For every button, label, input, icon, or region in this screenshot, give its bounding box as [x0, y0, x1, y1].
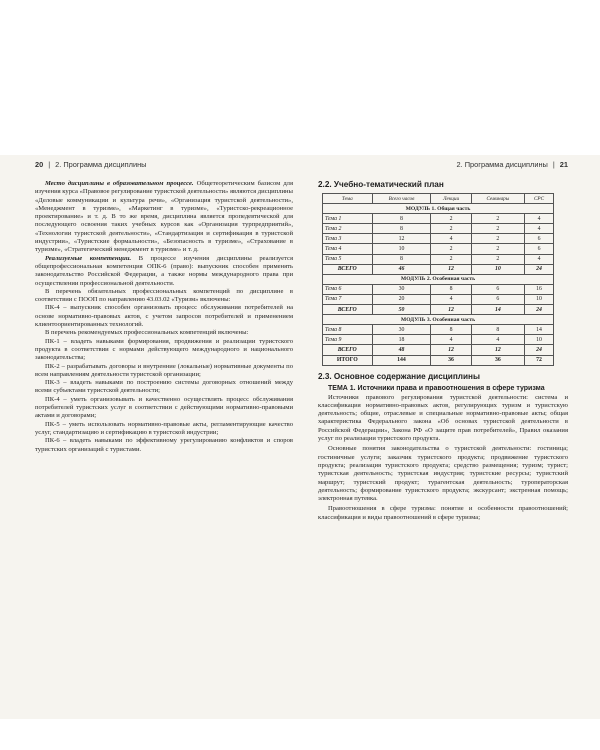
table-cell: Тема 3 [323, 234, 373, 244]
table-cell: Тема 8 [323, 325, 373, 335]
paragraph [35, 396, 293, 421]
paragraph-text: ПК-6 – владеть навыками по эффективному урегулированию конфликтов и споров туристских организаций с туристами. [35, 437, 293, 453]
paragraph [35, 338, 293, 363]
table-cell: 10 [525, 294, 554, 304]
table-row [323, 325, 554, 335]
paragraph-text: Общетеоретическим базисом для изучения курса «Правовое регулирование туристской деятельности» являются дисциплины «Деловые коммуникации и культура речи», «Организация туристской деятельности», «Менеджмент в туризме», «Маркетинг в туризме», «Туристско-рекреационное проектирование» и т. д. В то же время, дисциплина является пропедевтической для последующего освоения таких учебных курсов как «Организация турпредприятий», «Технологии туристской деятельности», «Стандартизация и сертификация в туристской индустрии», «Туристские формальности», «Безопасность в туризме», «Страхование в туризме», «Стратегический менеджмент в туризме» и т. д. [35, 180, 293, 254]
table-cell: ИТОГО [323, 355, 373, 365]
table-row [323, 224, 554, 234]
table-cell: 4 [431, 335, 471, 345]
table-row [323, 345, 554, 355]
table-cell: 144 [372, 355, 431, 365]
table-cell: 12 [431, 264, 471, 274]
table-cell: 12 [431, 305, 471, 315]
table-cell: 6 [525, 234, 554, 244]
table-cell: 6 [471, 294, 524, 304]
table-cell: 2 [471, 234, 524, 244]
table-cell: 8 [372, 254, 431, 264]
table-cell: 72 [525, 355, 554, 365]
table-cell: 4 [431, 234, 471, 244]
paragraph-text: ПК-2 – разрабатывать договоры и внутренние (локальные) нормативные документы по всем направлениям деятельности туристской организации; [35, 362, 293, 378]
paragraph-text: В процессе изучения дисциплины реализуется общепрофессиональная компетенция ОПК-6 (право): выпускник способен применять законодательство Российской Федерации, а также нормы международного права при осуществлении профессиональной деятельности. [35, 254, 293, 287]
table-cell: Тема 6 [323, 284, 373, 294]
paragraph: Источники правового регулирования туристской деятельности: система и классификация нормативно-правовых актов, регулирующих туризм и туристскую деятельность; общие, отраслевые и специальные нормативно-правовые акты; общая характеристика Федерального закона «Об основах туристской деятельности в Российской Федерации», Закона РФ «О защите прав потребителей», Правил оказания услуг по реализации туристского продукта. [318, 393, 568, 443]
table-cell: ВСЕГО [323, 345, 373, 355]
table-cell: 36 [471, 355, 524, 365]
table-cell: 6 [471, 284, 524, 294]
section-2-3-title: 2.3. Основное содержание дисциплины [318, 371, 480, 381]
paragraph [35, 288, 293, 305]
table-cell: 8 [372, 224, 431, 234]
table-cell: 14 [525, 325, 554, 335]
table-cell: 10 [372, 244, 431, 254]
table-cell: 20 [372, 294, 431, 304]
table-cell: 14 [471, 305, 524, 315]
table-cell: 2 [431, 254, 471, 264]
table-header-cell: Лекции [431, 194, 471, 204]
table-cell: 48 [372, 345, 431, 355]
table-cell: 6 [525, 244, 554, 254]
table-module-row [323, 315, 554, 325]
table-header-cell: Тема [323, 194, 373, 204]
paragraph-lead: Реализуемые компетенции. [45, 254, 132, 262]
table-cell: 4 [471, 335, 524, 345]
table-cell: 10 [471, 264, 524, 274]
table-cell: 8 [431, 284, 471, 294]
paragraph-text: ПК-4 – выпускник способен организовать процесс обслуживания потребителей на основе нормативно-правовых актов, с учетом запросов потребителей и применением клиентоориентированных технологий. [35, 304, 293, 329]
paragraph [35, 329, 293, 337]
table-cell: 10 [525, 335, 554, 345]
table-module-row [323, 204, 554, 214]
table-row [323, 254, 554, 264]
study-plan-table [322, 193, 554, 366]
paragraph [35, 180, 293, 255]
table-row [323, 294, 554, 304]
paragraph-text: В перечень рекомендуемых профессиональных компетенций включены: [45, 329, 249, 337]
table-cell: Тема 5 [323, 254, 373, 264]
table-cell: 2 [431, 214, 471, 224]
table-cell: 30 [372, 325, 431, 335]
table-cell: 2 [431, 224, 471, 234]
table-cell: 8 [471, 325, 524, 335]
table-cell: 18 [372, 335, 431, 345]
paragraph-text: ПК-5 – уметь использовать нормативно-правовые акты, регламентирующие качество услуг, стандартизацию и сертификацию в туристской индустрии; [35, 420, 293, 436]
paragraph: Правоотношения в сфере туризма: понятие и особенности правоотношений; классификация и виды правоотношений в сфере туризма; [318, 505, 568, 521]
table-header-cell: Всего часов [372, 194, 431, 204]
table-cell: 2 [471, 224, 524, 234]
table-cell: 46 [372, 264, 431, 274]
table-row [323, 355, 554, 365]
table-cell: 4 [525, 254, 554, 264]
module-label: МОДУЛЬ 3. Особенная часть [323, 315, 554, 325]
paragraph [35, 379, 293, 396]
paragraph [35, 255, 293, 288]
table-cell: 2 [471, 254, 524, 264]
paragraph [35, 421, 293, 438]
table-cell: Тема 1 [323, 214, 373, 224]
table-cell: 16 [525, 284, 554, 294]
paragraph-lead: Место дисциплины в образовательном процессе. [45, 180, 194, 187]
paragraph [35, 363, 293, 380]
topic-1-title: ТЕМА 1. Источники права и правоотношения в сфере туризма [328, 384, 545, 392]
table-cell: 8 [431, 325, 471, 335]
table-cell: 24 [525, 264, 554, 274]
table-row [323, 214, 554, 224]
table-header-cell: СРС [525, 194, 554, 204]
table-cell: Тема 9 [323, 335, 373, 345]
table-cell: 12 [372, 234, 431, 244]
table-cell: Тема 7 [323, 294, 373, 304]
table-cell: 8 [372, 214, 431, 224]
section-2-2-title: 2.2. Учебно-тематический план [318, 180, 444, 189]
module-label: МОДУЛЬ 1. Общая часть [323, 204, 554, 214]
table-cell: 2 [431, 244, 471, 254]
table-cell: 36 [431, 355, 471, 365]
table-row [323, 305, 554, 315]
table-row [323, 335, 554, 345]
table-cell: ВСЕГО [323, 264, 373, 274]
left-page-text [35, 180, 293, 454]
paragraph [35, 437, 293, 454]
table-cell: 4 [525, 224, 554, 234]
table-cell: Тема 2 [323, 224, 373, 234]
running-head-right: 2. Программа дисциплины | 21 [456, 160, 568, 169]
topic-1-text [318, 394, 568, 522]
table-cell: Тема 4 [323, 244, 373, 254]
table-row [323, 244, 554, 254]
table-cell: 30 [372, 284, 431, 294]
table-module-row [323, 274, 554, 284]
running-head-left: 20 | 2. Программа дисциплины [35, 160, 147, 169]
table-cell: ВСЕГО [323, 305, 373, 315]
right-page-text [318, 180, 568, 522]
table-row [323, 264, 554, 274]
table-cell: 4 [525, 214, 554, 224]
paragraph-text: ПК-3 – владеть навыками по построению системы договорных отношений между всеми субъектами туристской деятельности; [35, 379, 293, 395]
module-label: МОДУЛЬ 2. Особенная часть [323, 274, 554, 284]
table-cell: 12 [471, 345, 524, 355]
paragraph-text: ПК-4 – уметь организовывать и качественно осуществлять процесс обслуживания потребителей туристских услуг в соответствии с действующими нормативно-правовыми актами и договорами; [35, 395, 293, 420]
table-row [323, 234, 554, 244]
table-cell: 2 [471, 214, 524, 224]
table-cell: 2 [471, 244, 524, 254]
table-cell: 50 [372, 305, 431, 315]
paragraph: Основные понятия законодательства о туристской деятельности: гостиница; гостиничные услуги; заказчик туристского продукта; продвижение туристского продукта; реализация туристского продукта; средство размещения; туризм; турист; туристская деятельность; туристская индустрия; туристские ресурсы; туристский маршрут; туристский продукт; турагентская деятельность; туроператорская деятельность; формирование туристского продукта; экскурсант; экстренная помощь; электронная путевка. [318, 445, 568, 503]
table-cell: 4 [431, 294, 471, 304]
table-cell: 12 [431, 345, 471, 355]
table-cell: 24 [525, 305, 554, 315]
table-cell: 24 [525, 345, 554, 355]
table-header-cell: Семинары [471, 194, 524, 204]
paragraph [35, 304, 293, 329]
table-row [323, 284, 554, 294]
paragraph-text: ПК-1 – владеть навыками формирования, продвижения и реализации туристского продукта в соответствии с нормами действующего международного и национального законодательства; [35, 337, 293, 362]
paragraph-text: В перечень обязательных профессиональных компетенций по дисциплине в соответствии с ПООП по направлению 43.03.02 «Туризм» включены: [35, 287, 293, 304]
